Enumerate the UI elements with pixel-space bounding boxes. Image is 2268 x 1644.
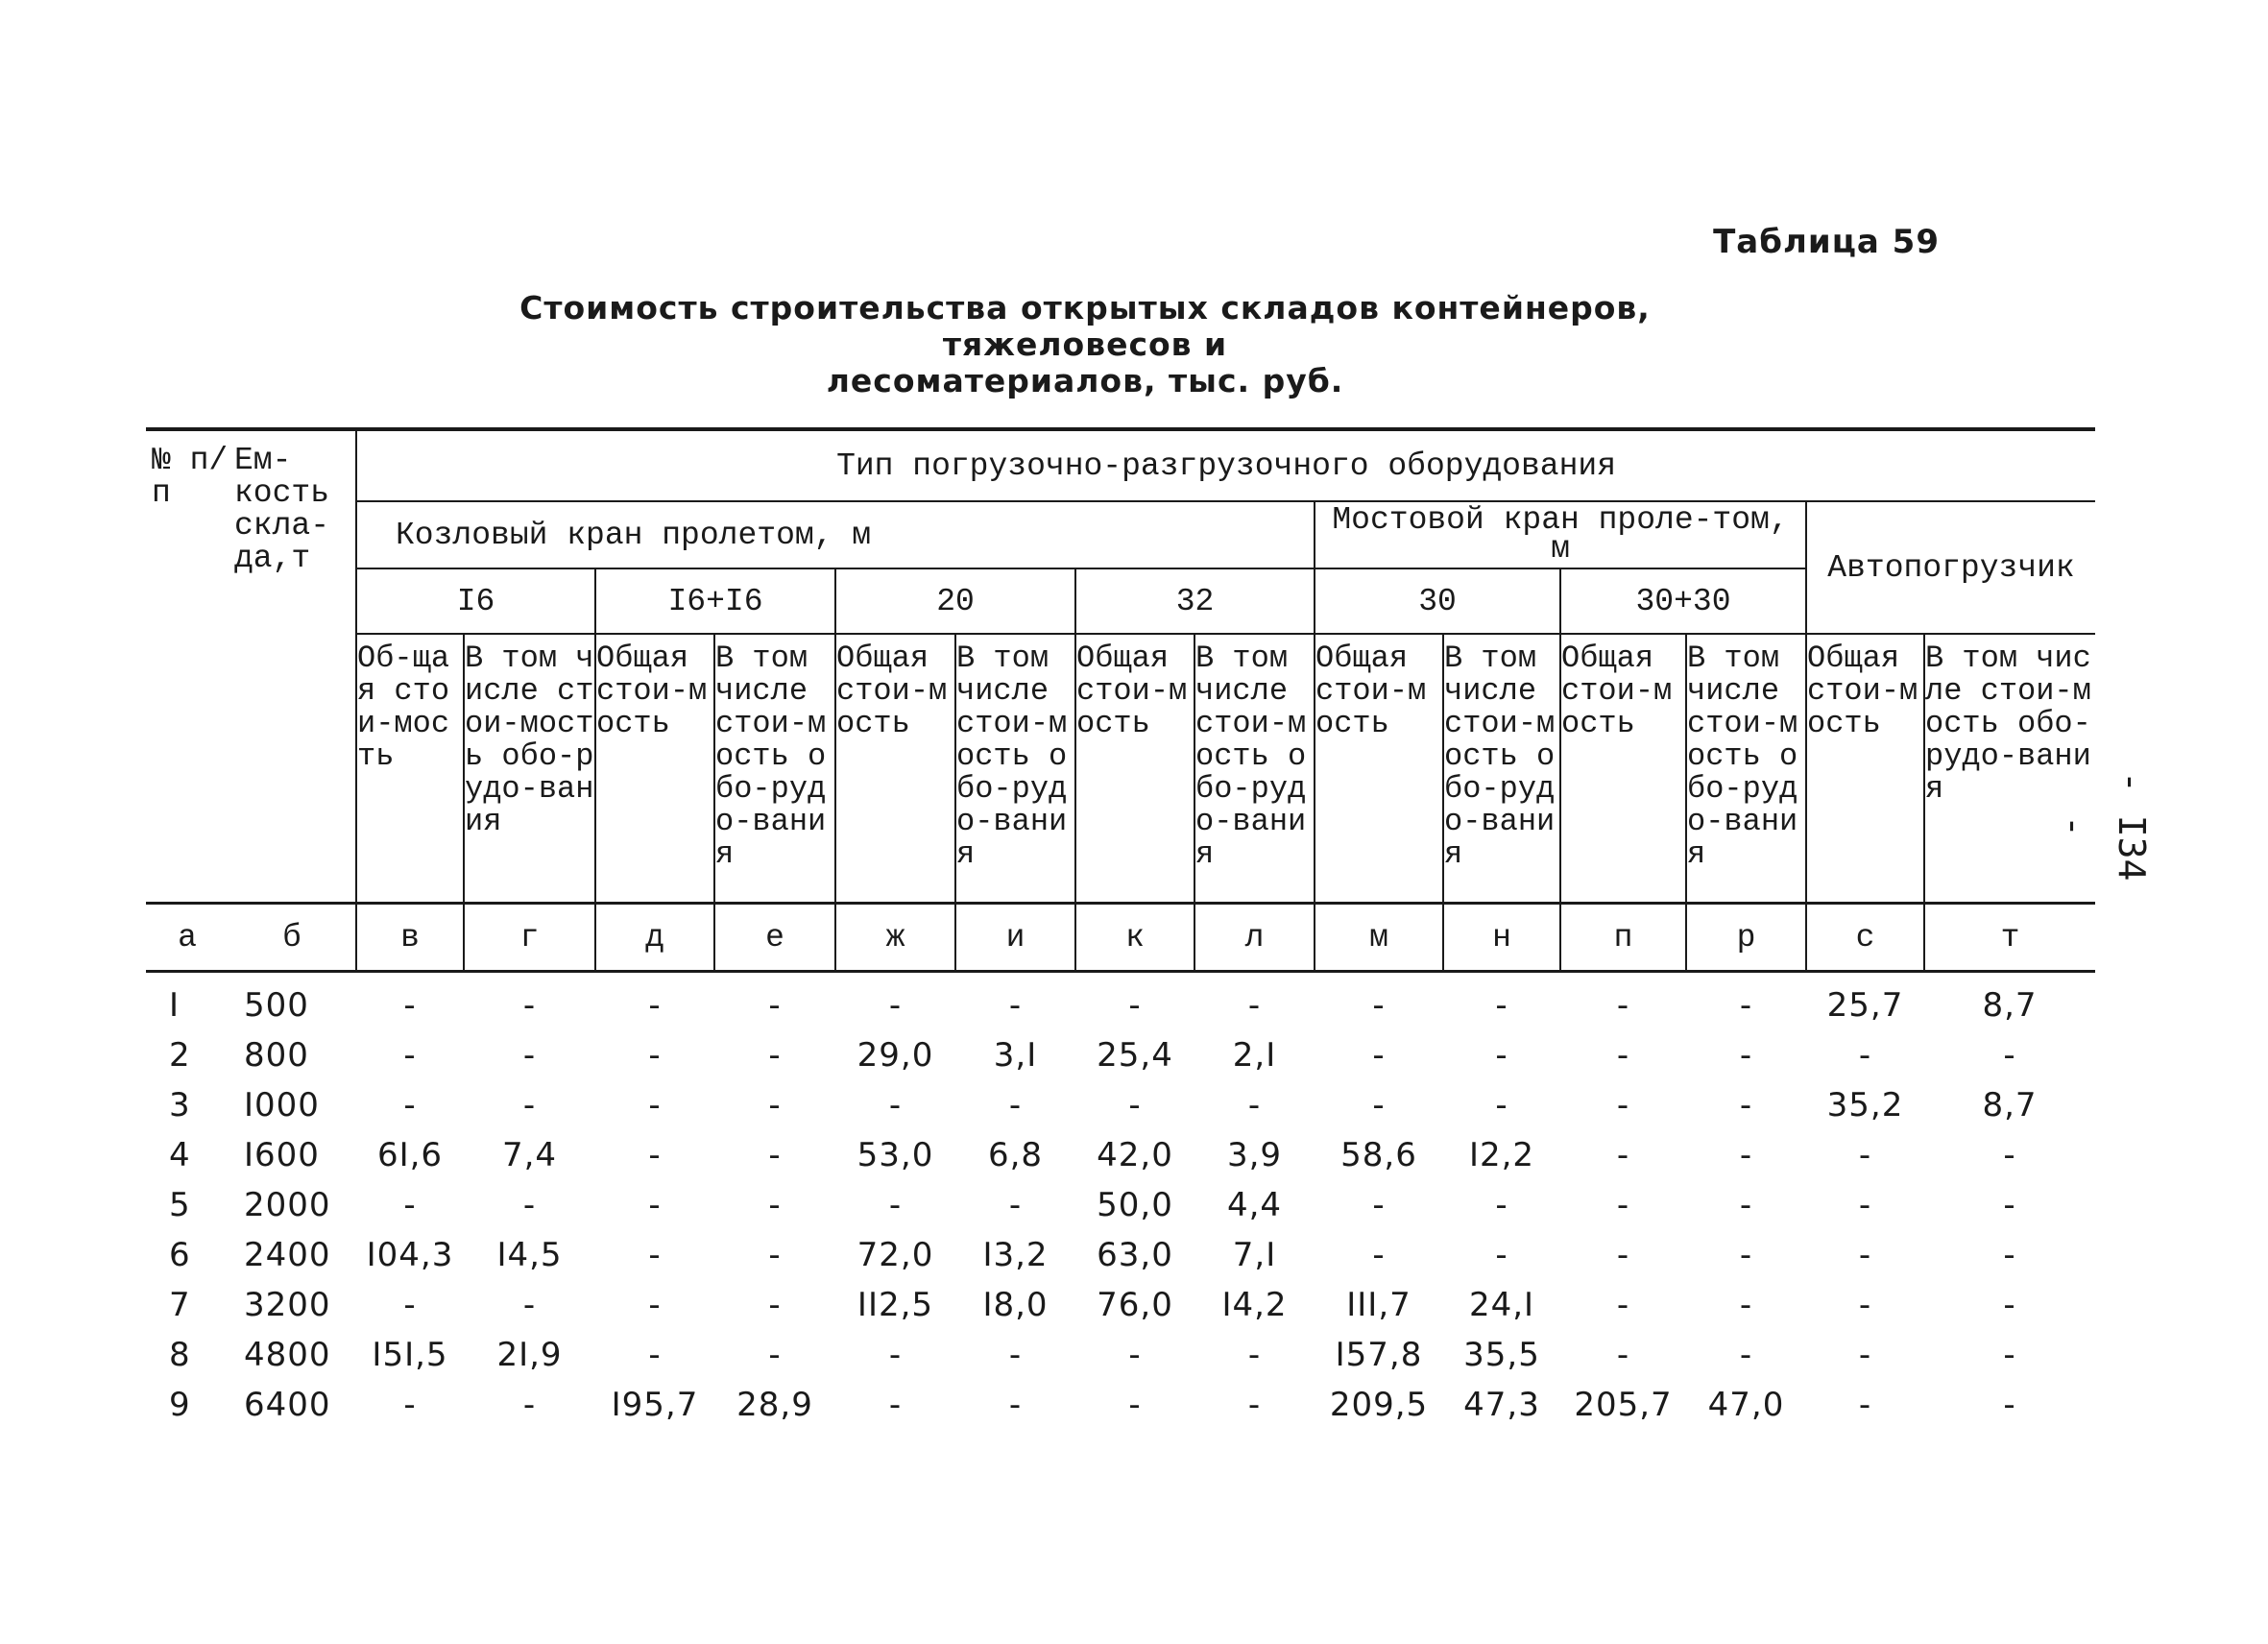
cost-cell: - (1739, 1236, 1753, 1274)
header-total-cost: Общая стои-мость (1075, 634, 1194, 904)
cost-cell: - (1372, 1186, 1386, 1224)
cost-cell: - (768, 1236, 782, 1274)
table-label: Таблица 59 (1713, 223, 1940, 261)
cost-cell: - (768, 1136, 782, 1174)
cost-cell: - (522, 1036, 537, 1075)
header-incl-equipment: В том числе стои-мость обо-рудо-вания (1925, 641, 2091, 807)
cost-cell: - (403, 986, 417, 1025)
cost-cell: - (1008, 1086, 1023, 1124)
table-row (146, 1230, 2095, 1280)
cost-cell: - (1858, 1136, 1872, 1174)
header-total-cost: Общая стои-мость (1806, 634, 1924, 904)
header-incl-equipment: В том числе стои-мость обо-рудо-вания (1686, 634, 1806, 904)
cost-cell: - (2003, 1186, 2016, 1224)
cost-cell: - (768, 1336, 782, 1374)
cost-cell: - (1247, 986, 1262, 1025)
cost-cell: - (403, 1186, 417, 1224)
caption-line-2: лесоматериалов, тыс. руб. (826, 362, 1344, 399)
cost-cell: - (2003, 1336, 2016, 1374)
cost-cell: - (888, 1336, 903, 1374)
header-total-cost: Общая стои-мость (1315, 634, 1443, 904)
cost-cell: - (522, 1286, 537, 1324)
cost-cell: - (1616, 1036, 1630, 1075)
table-row (146, 1030, 2095, 1080)
row-number-cell: 7 (169, 1286, 191, 1324)
header-total-cost: Об-щая стои-мость (356, 634, 464, 904)
cost-cell: 6,8 (987, 1136, 1044, 1174)
cost-cell: - (1008, 986, 1023, 1025)
cost-cell: - (403, 1086, 417, 1124)
cost-cell: - (1128, 1086, 1142, 1124)
cost-cell: - (648, 1136, 662, 1174)
table-row (146, 1280, 2095, 1330)
cost-cell: - (403, 1036, 417, 1075)
cost-cell: - (1739, 1136, 1753, 1174)
row-number-cell: 5 (169, 1186, 191, 1224)
cost-cell: 28,9 (736, 1386, 813, 1424)
cost-cell: 58,6 (1340, 1136, 1417, 1174)
cost-cell: - (2003, 1286, 2016, 1324)
cost-cell: - (1372, 1236, 1386, 1274)
cost-cell: - (1008, 1186, 1023, 1224)
cost-cell: - (888, 986, 903, 1025)
cost-cell: - (2003, 1386, 2016, 1424)
table-row (146, 972, 2095, 1031)
header-span: 30 (1315, 568, 1560, 634)
cost-cell: - (648, 1336, 662, 1374)
cost-cell: 42,0 (1097, 1136, 1173, 1174)
capacity-cell: 3200 (244, 1286, 331, 1324)
cost-cell: - (1739, 1286, 1753, 1324)
header-incl-equipment: В том числе стои-мость обо-рудо-вания (1194, 634, 1315, 904)
cost-cell: I5I,5 (372, 1336, 448, 1374)
cost-cell: - (648, 1186, 662, 1224)
header-total-cost: Общая стои-мость (835, 634, 955, 904)
row-number-cell: 3 (169, 1086, 191, 1124)
cost-cell: - (1739, 1186, 1753, 1224)
column-letter: р (1686, 904, 1806, 972)
cost-cell: - (1616, 986, 1630, 1025)
cost-cell: III,7 (1346, 1286, 1411, 1324)
column-letter: н (1443, 904, 1560, 972)
cost-cell: - (1739, 1336, 1753, 1374)
column-letter: л (1194, 904, 1315, 972)
capacity-cell: 500 (244, 986, 309, 1025)
column-letter: е (714, 904, 835, 972)
column-letter: д (595, 904, 714, 972)
cost-cell: - (1128, 986, 1142, 1025)
cost-cell: - (1495, 1186, 1508, 1224)
column-letter-row (146, 904, 2095, 972)
cost-cell: 205,7 (1574, 1386, 1673, 1424)
capacity-cell: 800 (244, 1036, 309, 1075)
cost-cell: 29,0 (857, 1036, 934, 1075)
table-row (146, 1180, 2095, 1230)
row-number-cell: 4 (169, 1136, 191, 1174)
row-number-cell: 6 (169, 1236, 191, 1274)
letter-row-group (146, 904, 2095, 972)
cost-cell: 63,0 (1097, 1236, 1173, 1274)
cost-cell: II2,5 (857, 1286, 934, 1324)
capacity-cell: I000 (244, 1086, 320, 1124)
cost-cell: I04,3 (366, 1236, 454, 1274)
column-letter: г (464, 904, 595, 972)
cost-cell: 25,4 (1097, 1036, 1173, 1075)
header-total-cost: Общая стои-мость (595, 634, 714, 904)
column-letter: п (1560, 904, 1686, 972)
cost-cell: - (1372, 1036, 1386, 1075)
column-letter: и (955, 904, 1075, 972)
column-letter: т (1924, 904, 2095, 972)
table-caption (422, 290, 1748, 399)
cost-cell: - (648, 1286, 662, 1324)
cost-cell: - (648, 986, 662, 1025)
cost-cell: - (1495, 986, 1508, 1025)
cost-cell: I95,7 (611, 1386, 699, 1424)
cost-cell: - (648, 1036, 662, 1075)
cost-cell: 3,I (993, 1036, 1038, 1075)
cost-cell: - (1858, 1186, 1872, 1224)
cost-cell: I8,0 (982, 1286, 1049, 1324)
cost-cell: - (1858, 1336, 1872, 1374)
cost-cell: 3,9 (1226, 1136, 1283, 1174)
cost-cell: - (1858, 1386, 1872, 1424)
column-letter: ж (835, 904, 955, 972)
cost-cell: - (648, 1086, 662, 1124)
cost-cell: - (522, 1186, 537, 1224)
cost-cell: - (888, 1086, 903, 1124)
cost-cell: - (888, 1186, 903, 1224)
table-row (146, 1080, 2095, 1130)
cost-cell: - (1008, 1386, 1023, 1424)
capacity-cell: 4800 (244, 1336, 331, 1374)
cost-cell: 7,4 (501, 1136, 558, 1174)
caption-line-1: Стоимость строительства открытых складов контейнеров, тяжеловесов и (519, 289, 1651, 363)
capacity-cell: I600 (244, 1136, 320, 1174)
cost-cell: - (522, 1386, 537, 1424)
column-letter: в (356, 904, 464, 972)
header-incl-equipment: В том числе стои-мость обо-рудо-вания (955, 634, 1075, 904)
header-incl-equipment: В том числе стои-мость обо-рудо-вания (1443, 634, 1560, 904)
cost-cell: - (1616, 1086, 1630, 1124)
table-header (146, 429, 2095, 904)
cost-cell: 72,0 (857, 1236, 934, 1274)
cost-cell: - (1128, 1336, 1142, 1374)
cost-cell: - (768, 1286, 782, 1324)
column-letter: к (1075, 904, 1194, 972)
capacity-cell: 6400 (244, 1386, 331, 1424)
cost-cell: - (403, 1386, 417, 1424)
cost-cell: - (1616, 1136, 1630, 1174)
cost-cell: - (1858, 1236, 1872, 1274)
row-number-cell: 9 (169, 1386, 191, 1424)
cost-cell: 8,7 (1982, 1086, 2038, 1124)
cost-cell: 209,5 (1329, 1386, 1429, 1424)
header-forklift: Автопогрузчик (1806, 501, 2095, 634)
cost-cell: - (522, 1086, 537, 1124)
cost-table (146, 427, 2095, 1430)
table-row (146, 1380, 2095, 1430)
table-body (146, 972, 2095, 1431)
cost-cell: - (2003, 1136, 2016, 1174)
row-number-cell: I (169, 986, 181, 1025)
column-letter: м (1315, 904, 1443, 972)
cost-cell: - (1616, 1286, 1630, 1324)
header-total-cost: Общая стои-мость (1560, 634, 1686, 904)
cost-cell: 25,7 (1826, 986, 1904, 1025)
cost-cell: I3,2 (982, 1236, 1049, 1274)
cost-cell: I57,8 (1335, 1336, 1423, 1374)
header-num: № п/п (146, 429, 229, 904)
cost-cell: 7,I (1232, 1236, 1277, 1274)
cost-cell: - (522, 986, 537, 1025)
cost-cell: - (888, 1386, 903, 1424)
cost-cell: - (1247, 1386, 1262, 1424)
header-bridge-crane: Мостовой кран проле-том, м (1315, 501, 1806, 568)
cost-cell: - (1616, 1186, 1630, 1224)
cost-cell: - (768, 986, 782, 1025)
cost-cell: 8,7 (1982, 986, 2038, 1025)
cost-cell: 24,I (1468, 1286, 1535, 1324)
cost-cell: I4,5 (496, 1236, 563, 1274)
header-span: I6+I6 (595, 568, 835, 634)
cost-cell: - (768, 1036, 782, 1075)
header-capacity: Ем-кость скла-да,т (229, 429, 356, 904)
cost-cell: - (1128, 1386, 1142, 1424)
header-span: 30+30 (1560, 568, 1806, 634)
cost-cell: - (1495, 1036, 1508, 1075)
cost-cell: 35,5 (1463, 1336, 1540, 1374)
capacity-cell: 2400 (244, 1236, 331, 1274)
cost-cell: - (1739, 986, 1753, 1025)
header-span: 20 (835, 568, 1075, 634)
header-equipment-type: Тип погрузочно-разгрузочного оборудования (356, 429, 2095, 501)
row-number-cell: 8 (169, 1336, 191, 1374)
cost-cell: - (1858, 1036, 1872, 1075)
cost-cell: - (1739, 1086, 1753, 1124)
cost-cell: - (648, 1236, 662, 1274)
cost-cell: - (1495, 1086, 1508, 1124)
column-letter: а (146, 904, 229, 972)
cost-cell: - (768, 1186, 782, 1224)
header-span: 32 (1075, 568, 1315, 634)
cost-cell: 35,2 (1826, 1086, 1904, 1124)
cost-cell: - (1858, 1286, 1872, 1324)
cost-cell: - (1008, 1336, 1023, 1374)
header-incl-equipment: В том числе стои-мость обо-рудо-вания (464, 634, 595, 904)
cost-cell: - (1247, 1336, 1262, 1374)
row-number-cell: 2 (169, 1036, 191, 1075)
cost-cell: - (1616, 1336, 1630, 1374)
cost-cell: 2I,9 (496, 1336, 563, 1374)
cost-cell: I2,2 (1468, 1136, 1535, 1174)
cost-cell: 6I,6 (376, 1136, 444, 1174)
header-span: I6 (356, 568, 595, 634)
column-letter: б (229, 904, 356, 972)
cost-cell: I4,2 (1221, 1286, 1288, 1324)
cost-cell: 50,0 (1097, 1186, 1173, 1224)
cost-cell: - (1616, 1236, 1630, 1274)
cost-cell: 53,0 (857, 1136, 934, 1174)
capacity-cell: 2000 (244, 1186, 331, 1224)
table-row (146, 1330, 2095, 1380)
cost-cell: - (1495, 1236, 1508, 1274)
cost-cell: - (403, 1286, 417, 1324)
cost-cell: 47,0 (1707, 1386, 1785, 1424)
cost-cell: 4,4 (1226, 1186, 1283, 1224)
cost-cell: - (1247, 1086, 1262, 1124)
cost-cell: 47,3 (1463, 1386, 1540, 1424)
cost-cell: - (2003, 1236, 2016, 1274)
cost-cell: - (1372, 1086, 1386, 1124)
cost-cell: - (2003, 1036, 2016, 1075)
cost-cell: - (1739, 1036, 1753, 1075)
header-gantry-crane: Козловый кран пролетом, м (356, 501, 1315, 568)
cost-cell: - (768, 1086, 782, 1124)
table-row (146, 1130, 2095, 1180)
column-letter: с (1806, 904, 1924, 972)
cost-table-container (146, 427, 2095, 1430)
cost-cell: 76,0 (1097, 1286, 1173, 1324)
cost-cell: - (1372, 986, 1386, 1025)
header-incl-equipment: В том числе стои-мость обо-рудо-вания (714, 634, 835, 904)
page-number: - I34 - (2053, 770, 2153, 882)
cost-cell: 2,I (1232, 1036, 1277, 1075)
